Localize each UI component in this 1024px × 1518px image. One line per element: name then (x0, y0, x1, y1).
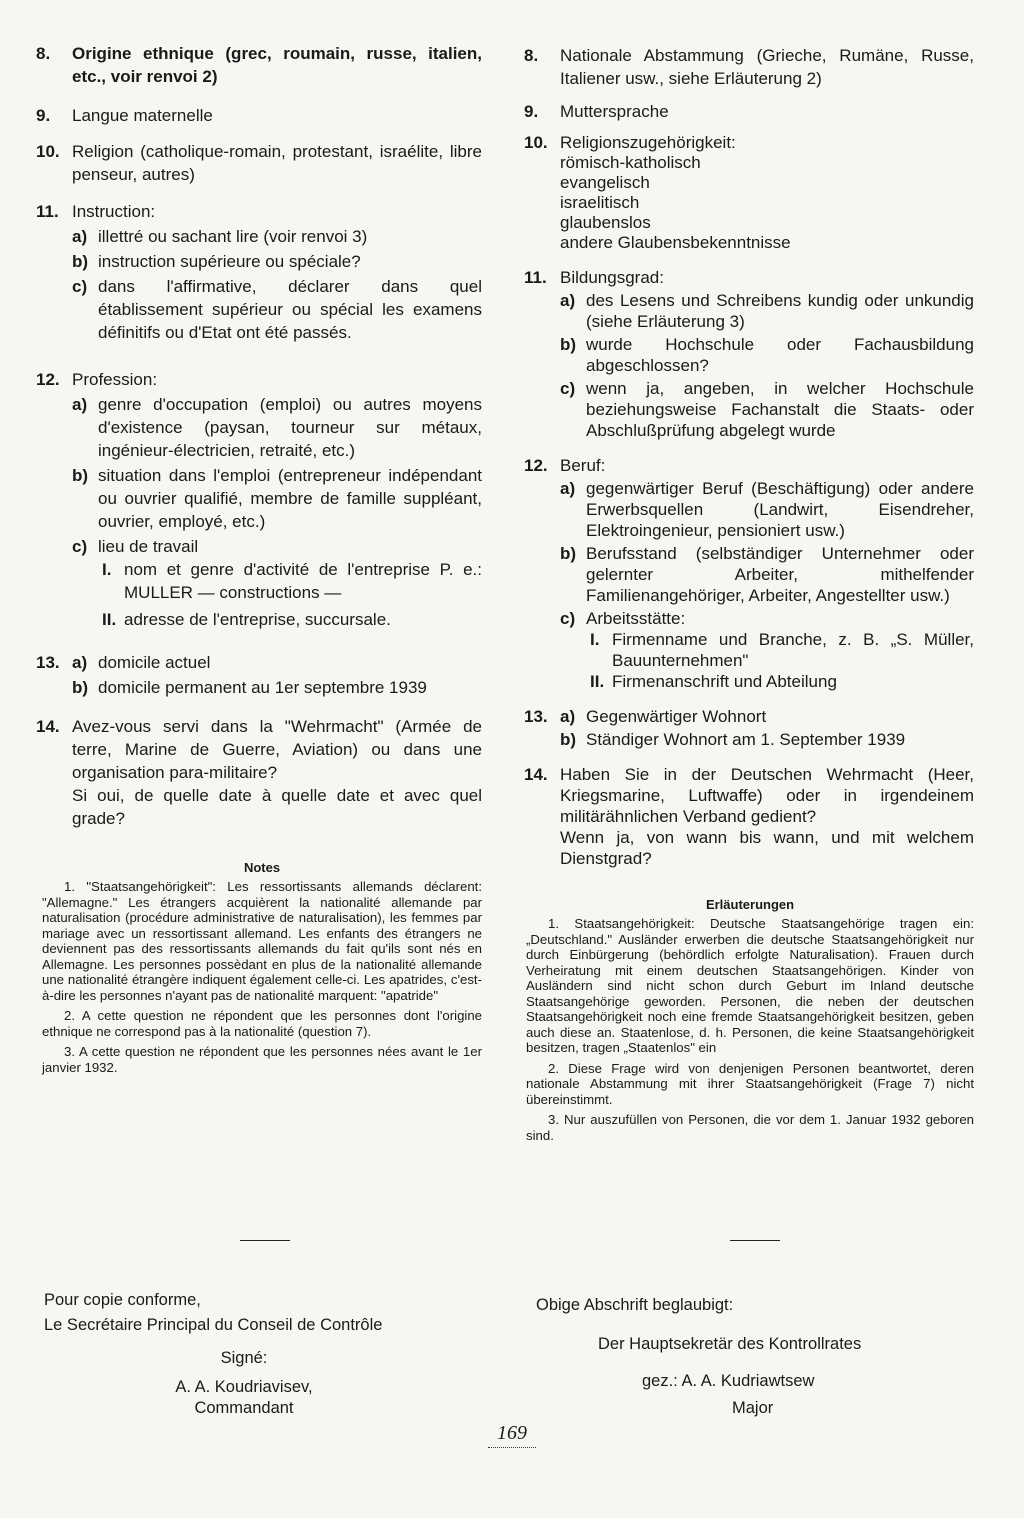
question-text: Beruf: (560, 456, 606, 475)
sub-sub-label: II. (590, 672, 605, 691)
sub-item (560, 334, 974, 376)
sub-label: b) (72, 466, 89, 485)
sub-text: Berufsstand (selbständiger Unternehmer oder gelernter Arbeiter, mithelfender Familienangehöriger, Arbeiter, Angestellter usw.) (586, 544, 974, 605)
signatory-name: A. A. Koudriavisev, (175, 1378, 313, 1396)
sub-sub-item (102, 558, 482, 604)
page-number (0, 1422, 1024, 1448)
question-13-de (524, 706, 974, 750)
secretary-title: Der Hauptsekretär des Kontrollrates (598, 1335, 862, 1353)
sub-label: c) (560, 379, 576, 398)
sub-item (72, 225, 482, 248)
sub-sub-item (590, 671, 974, 692)
signed-label: Signé: (220, 1349, 268, 1367)
note-item: 1. "Staatsangehörigkeit": Les ressortissants allemands déclarent: "Allemagne." Les étrangers acquièrent la nationalité allemande par naturalisation (procédure administrative de naturalisation), les femmes par mariage avec un ressortissant allemand. Les enfants des étrangers ne deviennent pas des ressortissants allemands du fait qu'ils sont nés en Allemagne. Les personnes possèdant en plus de la nationalité allemande une nationalité étrangère indiquent également celle-ci. Les apatrides, c'est-à-dire les personnes n'ayant pas de nationalité marquent: "apatride" (42, 879, 482, 1003)
question-14-de (524, 764, 974, 869)
question-number: 14. (36, 717, 60, 736)
question-text: Muttersprache (560, 102, 669, 121)
question-text: Profession: (72, 370, 158, 389)
question-11-fr (36, 200, 482, 344)
sub-text: wenn ja, angeben, in welcher Hochschule beziehungsweise Fachanstalt die Staats- oder Abschlußprüfung abgelegt wurde (586, 379, 974, 440)
religion-option: israelitisch (560, 193, 640, 212)
question-13-fr (36, 651, 482, 699)
religion-option: evangelisch (560, 173, 650, 192)
sub-text: Arbeitsstätte: (586, 609, 686, 628)
sub-sub-item (102, 608, 482, 631)
question-text: Religion (catholique-romain, protestant, israélite, libre penseur, autres) (72, 142, 482, 184)
religion-option: römisch-katholisch (560, 153, 701, 172)
certification-line: Obige Abschrift beglaubigt: (536, 1296, 734, 1314)
secretary-title: Le Secrétaire Principal du Conseil de Contrôle (44, 1316, 383, 1334)
note-item: 2. A cette question ne répondent que les personnes dont l'origine ethnique ne correspond pas à la nationalité (question 7). (42, 1008, 482, 1039)
sub-label: b) (72, 252, 89, 271)
question-number: 12. (36, 370, 60, 389)
sub-item (560, 729, 974, 750)
notes-section (524, 897, 974, 1143)
question-11-de (524, 267, 974, 441)
note-item: 1. Staatsangehörigkeit: Deutsche Staatsangehörige tragen ein: „Deutschland." Ausländer erwerben die deutsche Staatsangehörigkeit nur durch Einbürgerung (behördlich erfolgte Naturalisation). Frauen durch Verheiratung mit einem deutschen Staatsangehörigen. Kinder von Ausländern sind nicht schon durch Geburt im Inland deutsche Staatsangehörige geworden. Personen, die neben der deutschen Staatsangehörigkeit noch eine fremde Staatsangehörigkeit besitzen, geben auch diese an. Staatenlose, d. h. Personen, die keine Staatsangehörigkeit besitzen, tragen „Staatenlos" ein (526, 916, 974, 1055)
sub-item (72, 393, 482, 462)
question-number: 12. (524, 456, 548, 475)
sub-item (72, 535, 482, 558)
sub-label: b) (72, 678, 89, 697)
sub-item (72, 651, 482, 674)
sub-item (560, 608, 974, 629)
sub-text: gegenwärtiger Beruf (Beschäftigung) oder andere Erwerbsquellen (Landwirt, Eisendreher, Elektroingenieur, pensioniert usw.) (586, 479, 974, 540)
sub-text: domicile permanent au 1er septembre 1939 (98, 678, 427, 697)
question-number: 11. (36, 202, 59, 221)
notes-title: Erläuterungen (705, 897, 795, 912)
sub-text: dans l'affirmative, déclarer dans quel établissement supérieur ou spécial les examens définitifs ou d'Etat ont été passés. (98, 277, 482, 342)
certification-line: Pour copie conforme, (44, 1291, 201, 1309)
sub-text: des Lesens und Schreibens kundig oder unkundig (siehe Erläuterung 3) (586, 291, 974, 331)
sub-sub-text: Firmenname und Branche, z. B. „S. Müller, Bauunternehmen" (612, 630, 974, 670)
sub-label: b) (560, 544, 577, 563)
question-14-fr (36, 715, 482, 830)
sub-text: Ständiger Wohnort am 1. September 1939 (586, 730, 906, 749)
sub-label: a) (72, 653, 88, 672)
signatory-rank: Major (732, 1399, 774, 1417)
question-9-de (524, 100, 974, 123)
sub-sub-text: Firmenanschrift und Abteilung (612, 672, 837, 691)
question-text: Haben Sie in der Deutschen Wehrmacht (Heer, Kriegsmarine, Luftwaffe) oder in irgendeinem militärähnlichen Verband gedient? (560, 765, 974, 826)
question-number: 13. (36, 653, 60, 672)
sub-label: c) (72, 277, 88, 296)
note-item: 3. A cette question ne répondent que les personnes nées avant le 1er janvier 1932. (42, 1044, 482, 1075)
question-12-fr (36, 368, 482, 631)
separator-rule (240, 1240, 290, 1241)
sub-text: domicile actuel (98, 653, 211, 672)
notes-section (36, 860, 482, 1075)
question-8-de (524, 44, 974, 90)
german-column (524, 44, 974, 1148)
notes-title: Notes (243, 860, 281, 875)
sub-item (72, 250, 482, 273)
question-number: 14. (524, 765, 548, 784)
sub-label: c) (72, 537, 88, 556)
question-text: Wenn ja, von wann bis wann, und mit welchem Dienstgrad? (560, 828, 974, 868)
question-text: Religionszugehörigkeit: (560, 133, 736, 152)
sub-text: instruction supérieure ou spéciale? (98, 252, 361, 271)
signatory-name: gez.: A. A. Kudriawtsew (642, 1372, 815, 1390)
question-text: Langue maternelle (72, 106, 213, 125)
sub-sub-item (590, 629, 974, 671)
question-number: 11. (524, 268, 547, 287)
sub-sub-label: I. (590, 630, 600, 649)
question-number: 8. (524, 46, 539, 65)
question-12-de (524, 455, 974, 692)
question-number: 10. (524, 133, 548, 152)
sub-item (560, 290, 974, 332)
sub-label: b) (560, 335, 577, 354)
sub-item (560, 478, 974, 541)
question-8-fr (36, 42, 482, 88)
sub-label: b) (560, 730, 577, 749)
sub-text: genre d'occupation (emploi) ou autres moyens d'existence (paysan, tourneur sur métaux, ingénieur-électricien, retraité, etc.) (98, 395, 482, 460)
sub-label: a) (560, 291, 576, 310)
sub-text: wurde Hochschule oder Fachausbildung abgeschlossen? (586, 335, 974, 375)
question-text: Avez-vous servi dans la "Wehrmacht" (Armée de terre, Marine de Guerre, Aviation) ou dans une organisation para-militaire? (72, 717, 482, 782)
question-text: Instruction: (72, 202, 156, 221)
separator-rule (730, 1240, 780, 1241)
sub-sub-label: I. (102, 560, 112, 579)
signature-block-de (536, 1295, 976, 1419)
religion-option: andere Glaubensbekenntnisse (560, 233, 791, 252)
page-number-text: 169 (497, 1422, 527, 1444)
question-10-fr (36, 140, 482, 186)
sub-item (72, 464, 482, 533)
signatory-rank: Commandant (194, 1399, 294, 1417)
sub-item (72, 275, 482, 344)
question-text: Nationale Abstammung (Grieche, Rumäne, Russe, Italiener usw., siehe Erläuterung 2) (560, 46, 974, 88)
sub-label: c) (560, 609, 576, 628)
sub-text: Gegenwärtiger Wohnort (586, 707, 767, 726)
note-item: 3. Nur auszufüllen von Personen, die vor dem 1. Januar 1932 geboren sind. (526, 1112, 974, 1143)
sub-label: a) (560, 707, 576, 726)
sub-sub-label: II. (102, 610, 117, 629)
question-9-fr (36, 104, 482, 127)
question-text: Origine ethnique (grec, roumain, russe, italien, etc., voir renvoi 2) (72, 44, 482, 86)
question-number: 10. (36, 142, 60, 161)
sub-item (560, 543, 974, 606)
sub-label: a) (560, 479, 576, 498)
sub-sub-text: adresse de l'entreprise, succursale. (124, 610, 391, 629)
sub-text: illettré ou sachant lire (voir renvoi 3) (98, 227, 368, 246)
sub-text: lieu de travail (98, 537, 199, 556)
sub-item (560, 378, 974, 441)
question-number: 8. (36, 44, 51, 63)
page-number-underline (488, 1447, 536, 1448)
sub-text: situation dans l'emploi (entrepreneur indépendant ou ouvrier qualifié, membre de famille suppléant, ouvrier, employé, etc.) (98, 466, 482, 531)
question-number: 9. (524, 102, 539, 121)
sub-label: a) (72, 395, 88, 414)
question-text: Si oui, de quelle date à quelle date et avec quel grade? (72, 786, 482, 828)
question-10-de (524, 133, 974, 253)
question-text: Bildungsgrad: (560, 268, 664, 287)
religion-option: glaubenslos (560, 213, 651, 232)
question-number: 9. (36, 106, 51, 125)
sub-item (560, 706, 974, 727)
sub-item (72, 676, 482, 699)
signature-block-fr (44, 1290, 484, 1419)
question-number: 13. (524, 707, 548, 726)
sub-label: a) (72, 227, 88, 246)
french-column (36, 42, 482, 1080)
note-item: 2. Diese Frage wird von denjenigen Personen beantwortet, deren nationale Abstammung mit ihrer Staatsangehörigkeit (Frage 7) nicht übereinstimmt. (526, 1060, 974, 1107)
sub-sub-text: nom et genre d'activité de l'entreprise P. e.: MULLER — constructions — (124, 560, 482, 602)
